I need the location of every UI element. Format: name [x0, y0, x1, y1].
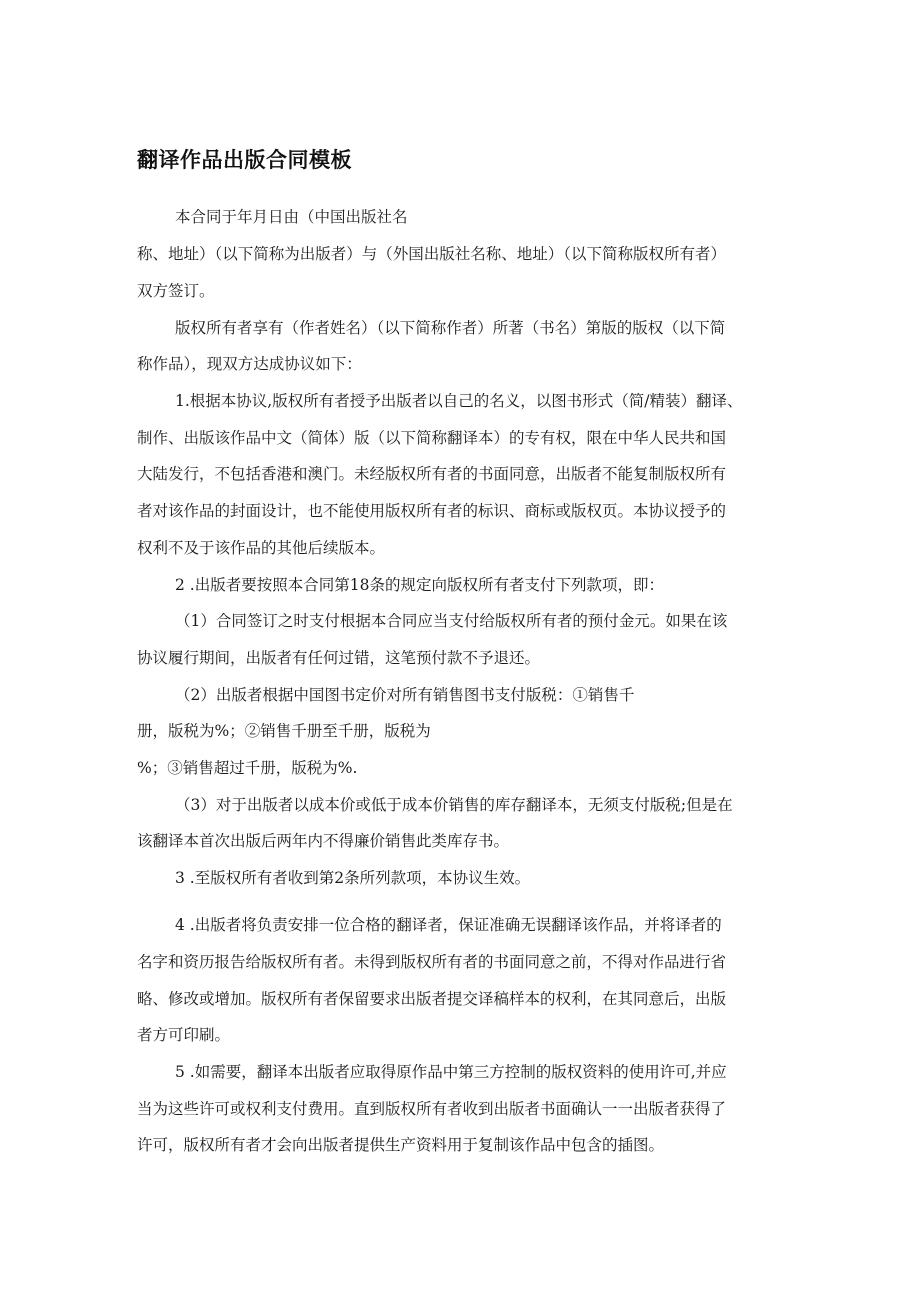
clause-5-line-2: 当为这些许可或权利支付费用。直到版权所有者收到出版者书面确认一一出版者获得了	[137, 1100, 727, 1118]
clause-2-1-line-2: 协议履行期间，出版者有任何过错，这笔预付款不予退还。	[137, 649, 541, 667]
copyright-line-2: 称作品），现双方达成协议如下：	[137, 355, 362, 373]
clause-1-line-4: 者对该作品的封面设计，也不能使用版权所有者的标识、商标或版权页。本协议授予的	[137, 502, 727, 520]
preamble-line-3: 双方签订。	[137, 282, 215, 300]
clause-2-3-line-1: （3）对于出版者以成本价或低于成本价销售的库存翻译本，无须支付版税;但是在	[175, 796, 733, 814]
clause-2-line-1: 2 .出版者要按照本合同第18条的规定向版权所有者支付下列款项，即：	[175, 576, 664, 594]
clause-2-1-line-1: （1）合同签订之时支付根据本合同应当支付给版权所有者的预付金元。如果在该	[175, 612, 728, 630]
clause-4-line-3: 略、修改或增加。版权所有者保留要求出版者提交译稿样本的权利，在其同意后，出版	[137, 990, 727, 1008]
clause-1-line-2: 制作、出版该作品中文（简体）版（以下简称翻译本）的专有权，限在中华人民共和国	[137, 429, 727, 447]
clause-3-line-1: 3 .至版权所有者收到第2条所列款项，本协议生效。	[175, 869, 531, 887]
clause-2-2-line-1: （2）出版者根据中国图书定价对所有销售图书支付版税：①销售千	[175, 686, 635, 704]
clause-5-line-1: 5 .如需要，翻译本出版者应取得原作品中第三方控制的版权资料的使用许可,并应	[175, 1063, 727, 1081]
copyright-line-1: 版权所有者享有（作者姓名）（以下简称作者）所著（书名）第版的版权（以下简	[175, 319, 726, 337]
clause-4-line-1: 4 .出版者将负责安排一位合格的翻译者，保证准确无误翻译该作品，并将译者的	[175, 916, 722, 934]
clause-5-line-3: 许可，版权所有者才会向出版者提供生产资料用于复制该作品中包含的插图。	[137, 1136, 665, 1154]
clause-2-2-line-2: 册，版税为%；②销售千册至千册，版税为	[137, 722, 431, 740]
preamble-line-2: 称、地址）（以下简称为出版者）与（外国出版社名称、地址）（以下简称版权所有者）	[137, 245, 727, 263]
clause-2-3-line-2: 该翻译本首次出版后两年内不得廉价销售此类库存书。	[137, 832, 510, 850]
preamble-line-1: 本合同于年月日由（中国出版社名	[175, 208, 408, 226]
clause-1-line-1: 1.根据本协议,版权所有者授予出版者以自己的名义，以图书形式（简/精装）翻译、	[175, 392, 743, 410]
clause-1-line-3: 大陆发行，不包括香港和澳门。未经版权所有者的书面同意，出版者不能复制版权所有	[137, 465, 727, 483]
clause-4-line-2: 名字和资历报告给版权所有者。未得到版权所有者的书面同意之前，不得对作品进行省	[137, 953, 727, 971]
clause-2-2-line-3: %；③销售超过千册，版税为%.	[137, 759, 358, 777]
clause-1-line-5: 权利不及于该作品的其他后续版本。	[137, 539, 386, 557]
clause-4-line-4: 者方可印刷。	[137, 1026, 231, 1044]
document-title: 翻译作品出版合同模板	[137, 148, 352, 172]
